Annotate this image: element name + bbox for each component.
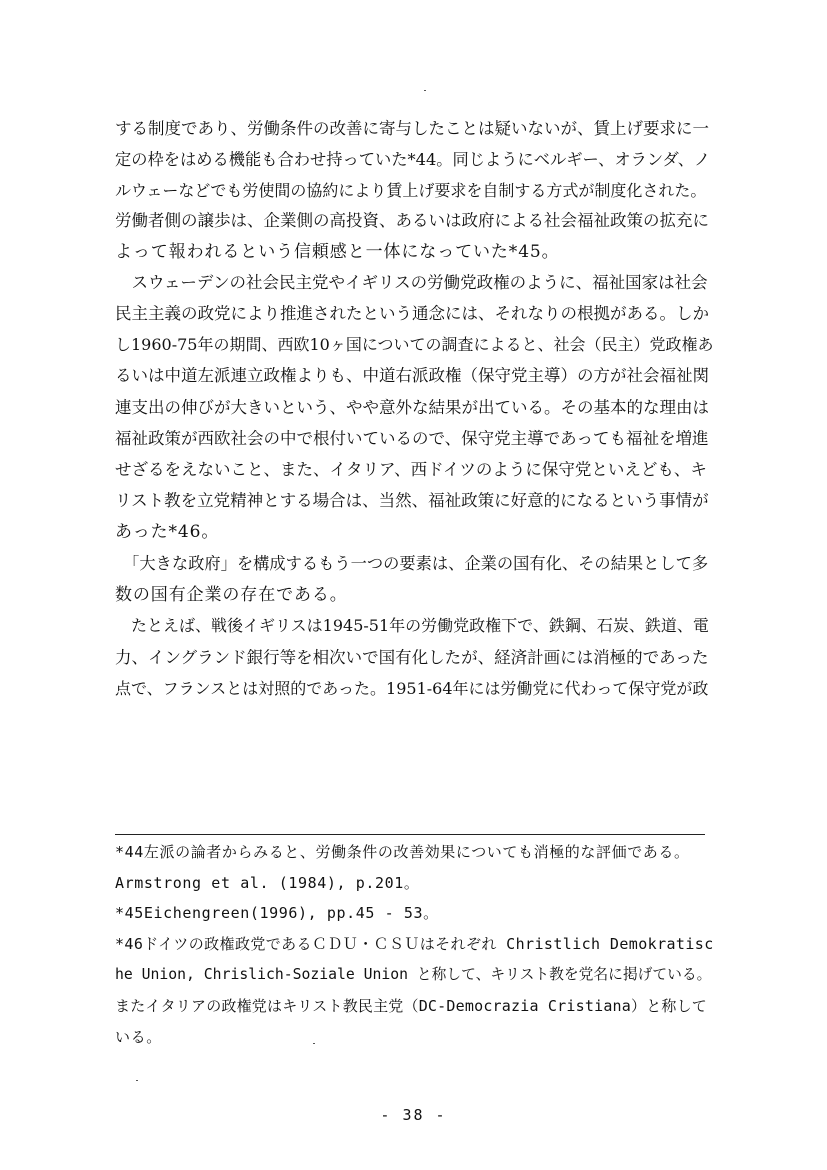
body-line: リスト教を立党精神とする場合は、当然、福祉政策に好意的になるという事情が [115,491,709,510]
body-line: ルウェーなどでも労使間の協約により賃上げ要求を自制する方式が制度化された。 [115,181,707,200]
scan-speck [313,1043,315,1044]
footnote-line: いる。 [115,1028,162,1046]
scan-speck [424,90,426,91]
footnote-line: he Union, Chrislich-Soziale Union と称して、キリスト教を党名に掲げている。 [115,966,712,983]
footnote-separator [115,834,705,835]
body-line: あった*46。 [115,522,220,542]
body-line: 「大きな政府」を構成するもう一つの要素は、企業の国有化、その結果として多 [115,554,709,573]
page-number: - 38 - [380,1106,447,1124]
footnote-line: *46ドイツの政権政党であるＣＤＵ・ＣＳＵはそれぞれ Christlich Demokratisc [115,935,714,953]
body-line: 点で、フランスとは対照的であった。1951-64年には労働党に代わって保守党が政 [115,679,709,698]
body-line: する制度であり、労働条件の改善に寄与したことは疑いないが、賃上げ要求に一 [115,119,709,138]
footnote-line: *45Eichengreen(1996), pp.45 - 53。 [115,904,439,922]
body-line: スウェーデンの社会民主党やイギリスの労働党政権のように、福祉国家は社会 [115,273,708,292]
body-line: たとえば、戦後イギリスは1945-51年の労働党政権下で、鉄鋼、石炭、鉄道、電 [115,616,709,635]
body-line: よって報われるという信頼感と一体になっていた*45。 [115,242,560,262]
body-line: 力、イングランド銀行等を相次いで国有化したが、経済計画には消極的であった [115,648,709,667]
footnote-line: Armstrong et al. (1984), p.201。 [115,874,420,892]
body-line: 定の枠をはめる機能も合わせ持っていた*44。同じようにベルギー、オランダ、ノ [115,150,711,169]
body-line: 数の国有企業の存在である。 [115,585,348,605]
footnote-line: *44左派の論者からみると、労働条件の改善効果についても消極的な評価である。 [115,843,690,861]
body-line: るいは中道左派連立政権よりも、中道右派政権（保守党主導）の方が社会福祉関 [115,366,709,385]
body-line: し1960-75年の期間、西欧10ヶ国についての調査によると、社会（民主）党政権あ [115,335,714,354]
body-line: せざるをえないこと、また、イタリア、西ドイツのように保守党といえども、キ [115,460,707,479]
body-line: 労働者側の譲歩は、企業側の高投資、あるいは政府による社会福祉政策の拡充に [115,211,709,230]
scan-speck [136,1080,138,1081]
body-line: 福祉政策が西欧社会の中で根付いているので、保守党主導であっても福祉を増進 [115,429,709,448]
body-line: 民主主義の政党により推進されたという通念には、それなりの根拠がある。しか [115,304,709,323]
body-line: 連支出の伸びが大きいという、やや意外な結果が出ている。その基本的な理由は [115,398,709,417]
footnote-line: またイタリアの政権党はキリスト教民主党（DC-Democrazia Cristiana）と称して [115,997,708,1015]
